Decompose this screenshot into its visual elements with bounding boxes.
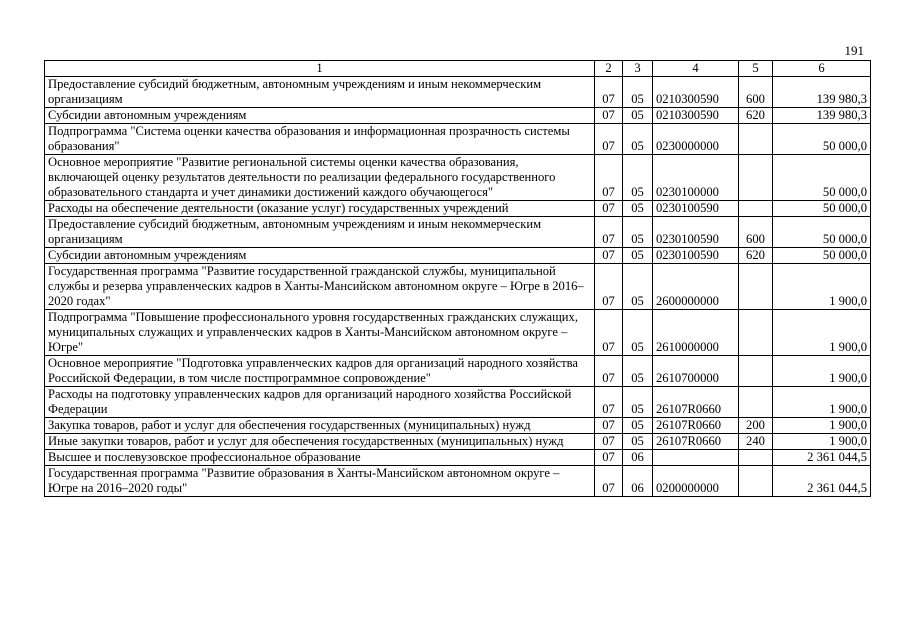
table-row xyxy=(45,387,871,418)
section-code: 07 xyxy=(595,450,623,466)
table-row xyxy=(45,155,871,201)
target-article-code: 0210300590 xyxy=(653,77,739,108)
amount: 139 980,3 xyxy=(773,77,871,108)
subsection-code: 06 xyxy=(623,466,653,497)
amount: 1 900,0 xyxy=(773,387,871,418)
subsection-code: 05 xyxy=(623,248,653,264)
amount: 1 900,0 xyxy=(773,418,871,434)
item-name: Иные закупки товаров, работ и услуг для обеспечения государственных (муниципальных) нужд xyxy=(45,434,595,450)
item-name: Расходы на обеспечение деятельности (оказание услуг) государственных учреждений xyxy=(45,201,595,217)
target-article-code xyxy=(653,450,739,466)
expense-type-code: 600 xyxy=(739,217,773,248)
section-code: 07 xyxy=(595,77,623,108)
amount: 1 900,0 xyxy=(773,434,871,450)
section-code: 07 xyxy=(595,356,623,387)
subsection-code: 05 xyxy=(623,310,653,356)
section-code: 07 xyxy=(595,248,623,264)
expense-type-code xyxy=(739,450,773,466)
page-number: 191 xyxy=(844,43,864,58)
item-name: Субсидии автономным учреждениям xyxy=(45,108,595,124)
target-article-code: 0230000000 xyxy=(653,124,739,155)
amount: 1 900,0 xyxy=(773,264,871,310)
column-header: 2 xyxy=(595,61,623,77)
target-article-code: 2600000000 xyxy=(653,264,739,310)
table-row xyxy=(45,466,871,497)
subsection-code: 05 xyxy=(623,155,653,201)
item-name: Закупка товаров, работ и услуг для обеспечения государственных (муниципальных) нужд xyxy=(45,418,595,434)
table-row xyxy=(45,217,871,248)
item-name: Высшее и послевузовское профессиональное образование xyxy=(45,450,595,466)
amount: 1 900,0 xyxy=(773,310,871,356)
section-code: 07 xyxy=(595,124,623,155)
item-name: Подпрограмма "Повышение профессионального уровня государственных гражданских служащих, муниципальных служащих и управленческих кадров в Ханты-Мансийском автономном округе – Югре" xyxy=(45,310,595,356)
amount: 50 000,0 xyxy=(773,217,871,248)
item-name: Субсидии автономным учреждениям xyxy=(45,248,595,264)
budget-table xyxy=(44,60,871,497)
column-header: 1 xyxy=(45,61,595,77)
item-name: Подпрограмма "Система оценки качества образования и информационная прозрачность системы образования" xyxy=(45,124,595,155)
expense-type-code xyxy=(739,155,773,201)
column-header: 3 xyxy=(623,61,653,77)
section-code: 07 xyxy=(595,201,623,217)
table-row xyxy=(45,450,871,466)
column-header: 6 xyxy=(773,61,871,77)
expense-type-code xyxy=(739,124,773,155)
target-article-code: 26107R0660 xyxy=(653,387,739,418)
subsection-code: 05 xyxy=(623,108,653,124)
column-header: 4 xyxy=(653,61,739,77)
table-row xyxy=(45,248,871,264)
section-code: 07 xyxy=(595,155,623,201)
section-code: 07 xyxy=(595,466,623,497)
expense-type-code: 200 xyxy=(739,418,773,434)
target-article-code: 0230100590 xyxy=(653,217,739,248)
table-row xyxy=(45,264,871,310)
target-article-code: 0210300590 xyxy=(653,108,739,124)
item-name: Расходы на подготовку управленческих кадров для организаций народного хозяйства Российской Федерации xyxy=(45,387,595,418)
expense-type-code xyxy=(739,466,773,497)
section-code: 07 xyxy=(595,217,623,248)
section-code: 07 xyxy=(595,387,623,418)
amount: 2 361 044,5 xyxy=(773,450,871,466)
item-name: Государственная программа "Развитие образования в Ханты-Мансийском автономном округе – Югре на 2016–2020 годы" xyxy=(45,466,595,497)
amount: 50 000,0 xyxy=(773,124,871,155)
expense-type-code xyxy=(739,356,773,387)
section-code: 07 xyxy=(595,108,623,124)
expense-type-code: 620 xyxy=(739,108,773,124)
target-article-code: 2610700000 xyxy=(653,356,739,387)
subsection-code: 06 xyxy=(623,450,653,466)
subsection-code: 05 xyxy=(623,387,653,418)
column-header: 5 xyxy=(739,61,773,77)
subsection-code: 05 xyxy=(623,201,653,217)
amount: 50 000,0 xyxy=(773,201,871,217)
target-article-code: 0230100000 xyxy=(653,155,739,201)
section-code: 07 xyxy=(595,310,623,356)
table-row xyxy=(45,418,871,434)
subsection-code: 05 xyxy=(623,418,653,434)
subsection-code: 05 xyxy=(623,264,653,310)
amount: 1 900,0 xyxy=(773,356,871,387)
amount: 2 361 044,5 xyxy=(773,466,871,497)
subsection-code: 05 xyxy=(623,356,653,387)
section-code: 07 xyxy=(595,264,623,310)
amount: 50 000,0 xyxy=(773,248,871,264)
table-row xyxy=(45,77,871,108)
target-article-code: 2610000000 xyxy=(653,310,739,356)
section-code: 07 xyxy=(595,418,623,434)
target-article-code: 0230100590 xyxy=(653,201,739,217)
subsection-code: 05 xyxy=(623,124,653,155)
subsection-code: 05 xyxy=(623,434,653,450)
expense-type-code: 240 xyxy=(739,434,773,450)
amount: 139 980,3 xyxy=(773,108,871,124)
table-row xyxy=(45,434,871,450)
table-row xyxy=(45,310,871,356)
target-article-code: 0230100590 xyxy=(653,248,739,264)
table-body xyxy=(45,77,871,497)
table-header-row xyxy=(45,61,871,77)
expense-type-code xyxy=(739,201,773,217)
expense-type-code xyxy=(739,387,773,418)
item-name: Основное мероприятие "Подготовка управленческих кадров для организаций народного хозяйства Российской Федерации, в том числе постпрограммное сопровождение" xyxy=(45,356,595,387)
subsection-code: 05 xyxy=(623,77,653,108)
amount: 50 000,0 xyxy=(773,155,871,201)
subsection-code: 05 xyxy=(623,217,653,248)
expense-type-code: 620 xyxy=(739,248,773,264)
item-name: Государственная программа "Развитие государственной гражданской службы, муниципальной службы и резерва управленческих кадров в Ханты-Мансийском автономном округе – Югре в 2016–2020 годах" xyxy=(45,264,595,310)
table-row xyxy=(45,124,871,155)
table-row xyxy=(45,356,871,387)
expense-type-code xyxy=(739,264,773,310)
target-article-code: 0200000000 xyxy=(653,466,739,497)
item-name: Предоставление субсидий бюджетным, автономным учреждениям и иным некоммерческим организациям xyxy=(45,77,595,108)
expense-type-code xyxy=(739,310,773,356)
item-name: Основное мероприятие "Развитие региональной системы оценки качества образования, включающей оценку результатов деятельности по реализации федерального государственного образовательного стандарта и учет динамики достижений каждого обучающегося" xyxy=(45,155,595,201)
target-article-code: 26107R0660 xyxy=(653,434,739,450)
item-name: Предоставление субсидий бюджетным, автономным учреждениям и иным некоммерческим организациям xyxy=(45,217,595,248)
table-row xyxy=(45,108,871,124)
expense-type-code: 600 xyxy=(739,77,773,108)
section-code: 07 xyxy=(595,434,623,450)
table-row xyxy=(45,201,871,217)
target-article-code: 26107R0660 xyxy=(653,418,739,434)
